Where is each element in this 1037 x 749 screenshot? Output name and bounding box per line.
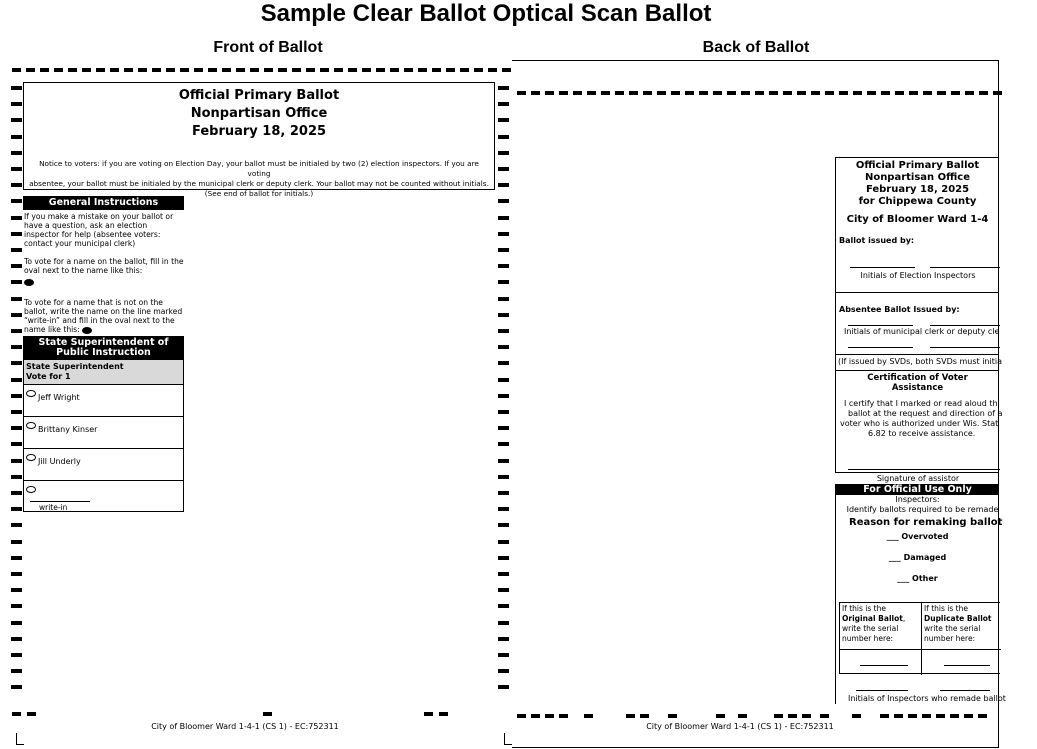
timing-mark [488,68,497,72]
timing-mark [11,280,22,284]
timing-mark [965,91,974,95]
header-line2: Nonpartisan Office [190,106,328,121]
official-identify: Identify ballots required to be remade [846,505,999,514]
timing-mark [439,712,448,716]
timing-mark [11,394,22,398]
orig-text-2: , write the serial number here: [842,614,906,643]
orig-text-bold: Original Ballot [842,614,903,623]
timing-mark [11,442,22,446]
timing-mark [498,329,509,333]
timing-mark [11,167,22,171]
absentee-heading: Absentee Ballot Issued by: [839,305,960,314]
timing-mark [152,68,161,72]
timing-mark [741,91,750,95]
timing-mark [11,556,22,560]
contest-subheading [24,360,183,385]
timing-mark [498,297,509,301]
timing-mark [937,91,946,95]
timing-mark [825,91,834,95]
timing-mark [498,556,509,560]
timing-mark [517,714,526,718]
voter-notice [24,159,494,199]
cert-heading-1: Certification of Voter [867,373,968,383]
timing-mark [498,361,509,365]
timing-mark [11,297,22,301]
writein-label: write-in [39,503,68,512]
filled-oval-example-icon [24,279,34,286]
timing-mark [498,410,509,414]
timing-mark [474,68,483,72]
dup-text-bold: Duplicate Ballot [924,614,992,623]
original-serial-line[interactable] [860,665,908,666]
timing-mark [531,91,540,95]
timing-mark [26,68,35,72]
inspectors-caption: Initials of Election Inspectors [860,271,976,280]
svd-note: (If issued by SVDs, both SVDs must initia [836,355,999,371]
timing-mark [432,68,441,72]
timing-mark [559,91,568,95]
back-ward: City of Bloomer Ward 1-4 [846,214,989,225]
front-footer: City of Bloomer Ward 1-4-1 (CS 1) - EC:752311 [151,722,339,731]
timing-mark [54,68,63,72]
timing-mark [11,361,22,365]
timing-mark [40,68,49,72]
cert-heading-2: Assistance [891,383,944,393]
timing-mark [498,264,509,268]
instructions-para3: To vote for a name that is not on the ballot, write the name on the line marked “write-in” and fill in the oval next to the name like this: [24,298,183,334]
contest-office: State Superintendent [26,362,124,371]
timing-mark [880,714,889,718]
inspector-initial-line[interactable] [930,267,1000,268]
timing-mark [306,68,315,72]
serial-number-box [839,602,1000,674]
timing-mark [11,135,22,139]
timing-mark [545,91,554,95]
timing-mark [11,378,22,382]
timing-mark [11,118,22,122]
clerk-initial-line[interactable] [848,347,913,348]
timing-mark [640,714,649,718]
timing-mark [376,68,385,72]
official-heading: For Official Use Only [836,484,999,495]
timing-mark [498,475,509,479]
ballot-header [23,82,495,198]
back-header-line2: Nonpartisan Office [864,172,971,183]
timing-mark [738,714,747,718]
timing-mark [797,91,806,95]
timing-mark [584,714,593,718]
notice-line1: Notice to voters: if you are voting on Election Day, your ballot must be initialed by two (2) election inspectors. If you are voting [39,159,479,178]
dup-text-2: write the serial number here: [924,624,981,643]
timing-mark [27,712,36,716]
timing-mark [498,604,509,608]
timing-mark [12,712,21,716]
back-label: Back of Ballot [702,39,810,56]
timing-mark [68,68,77,72]
remade-caption: Initials of Inspectors who remade ballot [848,694,1006,703]
page-title: Sample Clear Ballot Optical Scan Ballot [260,0,712,27]
general-instructions [23,196,184,334]
timing-mark [626,714,635,718]
candidate-oval-icon[interactable] [26,454,36,461]
header-line1: Official Primary Ballot [178,88,340,103]
timing-mark [951,91,960,95]
timing-mark [867,91,876,95]
timing-mark [11,329,22,333]
timing-mark [498,685,509,689]
remade-initial-line[interactable] [940,690,990,691]
timing-mark [334,68,343,72]
timing-mark [11,475,22,479]
timing-mark [498,378,509,382]
timing-mark [993,91,1002,95]
timing-mark [498,588,509,592]
writein-row[interactable] [24,481,183,511]
instructions-para2: To vote for a name on the ballot, fill in the oval next to the name like this: [24,257,184,275]
timing-mark [11,183,22,187]
timing-mark [166,68,175,72]
timing-mark [839,91,848,95]
timing-mark [531,714,540,718]
timing-mark [498,459,509,463]
timing-mark [498,621,509,625]
contest-vote-for: Vote for 1 [26,372,71,381]
timing-mark [11,86,22,90]
timing-mark [11,588,22,592]
timing-mark [208,68,217,72]
timing-mark [601,91,610,95]
timing-mark [498,118,509,122]
timing-mark [138,68,147,72]
timing-mark [11,653,22,657]
timing-mark [894,714,903,718]
timing-mark [498,280,509,284]
timing-mark [11,604,22,608]
timing-mark [460,68,469,72]
timing-mark [12,68,21,72]
certification-section [836,371,1003,491]
back-header-line3: February 18, 2025 [865,184,970,195]
timing-mark [788,714,797,718]
timing-mark [811,91,820,95]
timing-mark [11,637,22,641]
timing-mark [498,394,509,398]
remade-initial-line[interactable] [856,690,908,691]
clerk-caption: Initials of municipal clerk or deputy cle [844,327,1000,336]
timing-mark [110,68,119,72]
timing-mark [390,68,399,72]
inspector-initials-section [836,245,999,293]
contest-heading: State Superintendent of Public Instruction [24,336,183,360]
timing-mark [348,68,357,72]
timing-mark [559,714,568,718]
timing-mark [936,714,945,718]
timing-mark [292,68,301,72]
timing-mark [11,232,22,236]
candidate-row[interactable] [24,385,183,417]
timing-mark [498,86,509,90]
timing-mark [498,491,509,495]
timing-mark [11,669,22,673]
timing-mark [250,68,259,72]
timing-mark [852,714,861,718]
timing-mark [629,91,638,95]
timing-mark [699,91,708,95]
timing-mark [11,540,22,544]
timing-mark [11,491,22,495]
timing-mark [774,714,783,718]
notice-line2: absentee, your ballot must be initialed by the municipal clerk or deputy clerk. Your ballot may not be counted without initials. [29,179,489,188]
timing-mark [278,68,287,72]
cert-text-1: I certify that I marked or read aloud th [844,399,998,408]
timing-mark [502,68,511,72]
timing-mark [11,523,22,527]
timing-mark [668,714,677,718]
assistor-signature-line[interactable] [848,469,1000,470]
timing-mark [769,91,778,95]
timing-mark [671,91,680,95]
timing-mark [498,167,509,171]
timing-mark [498,151,509,155]
inspector-initial-line[interactable] [850,267,915,268]
timing-mark [615,91,624,95]
duplicate-serial-line[interactable] [944,665,990,666]
timing-mark [802,714,811,718]
timing-mark [979,91,988,95]
timing-mark [498,183,509,187]
timing-mark [236,68,245,72]
timing-mark [498,135,509,139]
timing-mark [716,714,725,718]
timing-mark [194,68,203,72]
cert-text-3: voter who is authorized under Wis. Stat [840,419,999,428]
writein-line[interactable] [30,501,90,502]
timing-mark [755,91,764,95]
timing-mark [498,345,509,349]
timing-mark [498,248,509,252]
timing-mark [11,313,22,317]
timing-mark [82,68,91,72]
timing-mark [587,91,596,95]
timing-mark [418,68,427,72]
timing-mark [517,91,526,95]
candidate-name: Jill Underly [38,457,81,466]
timing-mark [11,345,22,349]
timing-mark [685,91,694,95]
instructions-heading: General Instructions [23,196,184,210]
timing-mark [498,442,509,446]
timing-mark [498,426,509,430]
header-line3: February 18, 2025 [191,124,327,139]
cert-text-4: 6.82 to receive assistance. [868,429,976,438]
timing-mark [11,507,22,511]
timing-mark [424,712,433,716]
candidate-name: Brittany Kinser [38,425,98,434]
timing-mark [11,248,22,252]
front-label: Front of Ballot [213,39,323,56]
notice-line3: (See end of ballot for initials.) [204,189,314,198]
timing-mark [446,68,455,72]
candidate-oval-icon[interactable] [26,422,36,429]
timing-mark [180,68,189,72]
timing-mark [498,507,509,511]
back-header-line4: for Chippewa County [858,196,977,207]
timing-mark [498,653,509,657]
timing-mark [820,714,829,718]
timing-mark [504,744,512,745]
timing-mark [11,426,22,430]
reason-overvoted[interactable]: ___ Overvoted [886,532,949,541]
back-issue-box [835,157,1003,483]
timing-mark [11,621,22,625]
timing-mark [11,685,22,689]
timing-mark [11,199,22,203]
timing-mark [727,91,736,95]
clerk-initial-line[interactable] [930,325,1000,326]
back-header-line1: Official Primary Ballot [855,160,980,171]
official-reason: Reason for remaking ballot [849,517,1003,528]
timing-mark [498,102,509,106]
dup-text-1: If this is the [924,604,968,613]
ballot-issued-by: Ballot issued by: [839,236,915,245]
timing-mark [657,91,666,95]
filled-oval-writein-example-icon [82,327,92,334]
timing-mark [908,714,917,718]
timing-mark [922,714,931,718]
timing-mark [964,714,973,718]
timing-mark [643,91,652,95]
timing-mark [895,91,904,95]
timing-mark [950,714,959,718]
timing-mark [853,91,862,95]
timing-mark [11,410,22,414]
timing-mark [263,712,272,716]
candidate-oval-icon[interactable] [26,390,36,397]
assistor-caption: Signature of assistor [876,474,960,483]
candidate-name: Jeff Wright [38,393,80,402]
reason-damaged[interactable]: ___ Damaged [888,553,947,562]
timing-mark [264,68,273,72]
timing-mark [545,714,554,718]
timing-mark [11,102,22,106]
timing-mark [498,313,509,317]
serial-divider [840,649,1001,650]
cert-text-2: ballot at the request and direction of a [848,409,1003,418]
timing-mark [498,669,509,673]
timing-mark [573,91,582,95]
timing-mark [11,151,22,155]
timing-mark [320,68,329,72]
timing-mark [923,91,932,95]
writein-oval-icon[interactable] [26,486,36,493]
orig-text-1: If this is the [842,604,886,613]
official-inspectors: Inspectors: [895,495,940,504]
timing-mark [362,68,371,72]
timing-mark [11,264,22,268]
timing-mark [498,199,509,203]
candidate-row[interactable] [24,449,183,481]
back-footer: City of Bloomer Ward 1-4-1 (CS 1) - EC:752311 [646,722,834,731]
timing-mark [498,232,509,236]
timing-mark [498,572,509,576]
clerk-initial-line[interactable] [848,325,913,326]
timing-mark [222,68,231,72]
timing-mark [498,216,509,220]
timing-mark [11,459,22,463]
timing-mark [11,572,22,576]
timing-mark [498,637,509,641]
reason-other[interactable]: ___ Other [897,574,938,583]
timing-mark [498,523,509,527]
timing-mark [783,91,792,95]
candidate-row[interactable] [24,417,183,449]
official-use-box [835,484,1006,704]
timing-mark [978,714,987,718]
timing-mark [498,540,509,544]
clerk-initial-line[interactable] [930,347,1000,348]
timing-mark [96,68,105,72]
timing-mark [16,744,24,745]
absentee-section [836,293,999,355]
contest-state-superintendent [23,336,184,512]
timing-mark [11,216,22,220]
instructions-para1: If you make a mistake on your ballot or have a question, ask an election inspector for help (absentee voters: contact your municipal clerk) [24,212,174,248]
timing-mark [124,68,133,72]
timing-mark [909,91,918,95]
timing-mark [713,91,722,95]
timing-mark [881,91,890,95]
timing-mark [404,68,413,72]
